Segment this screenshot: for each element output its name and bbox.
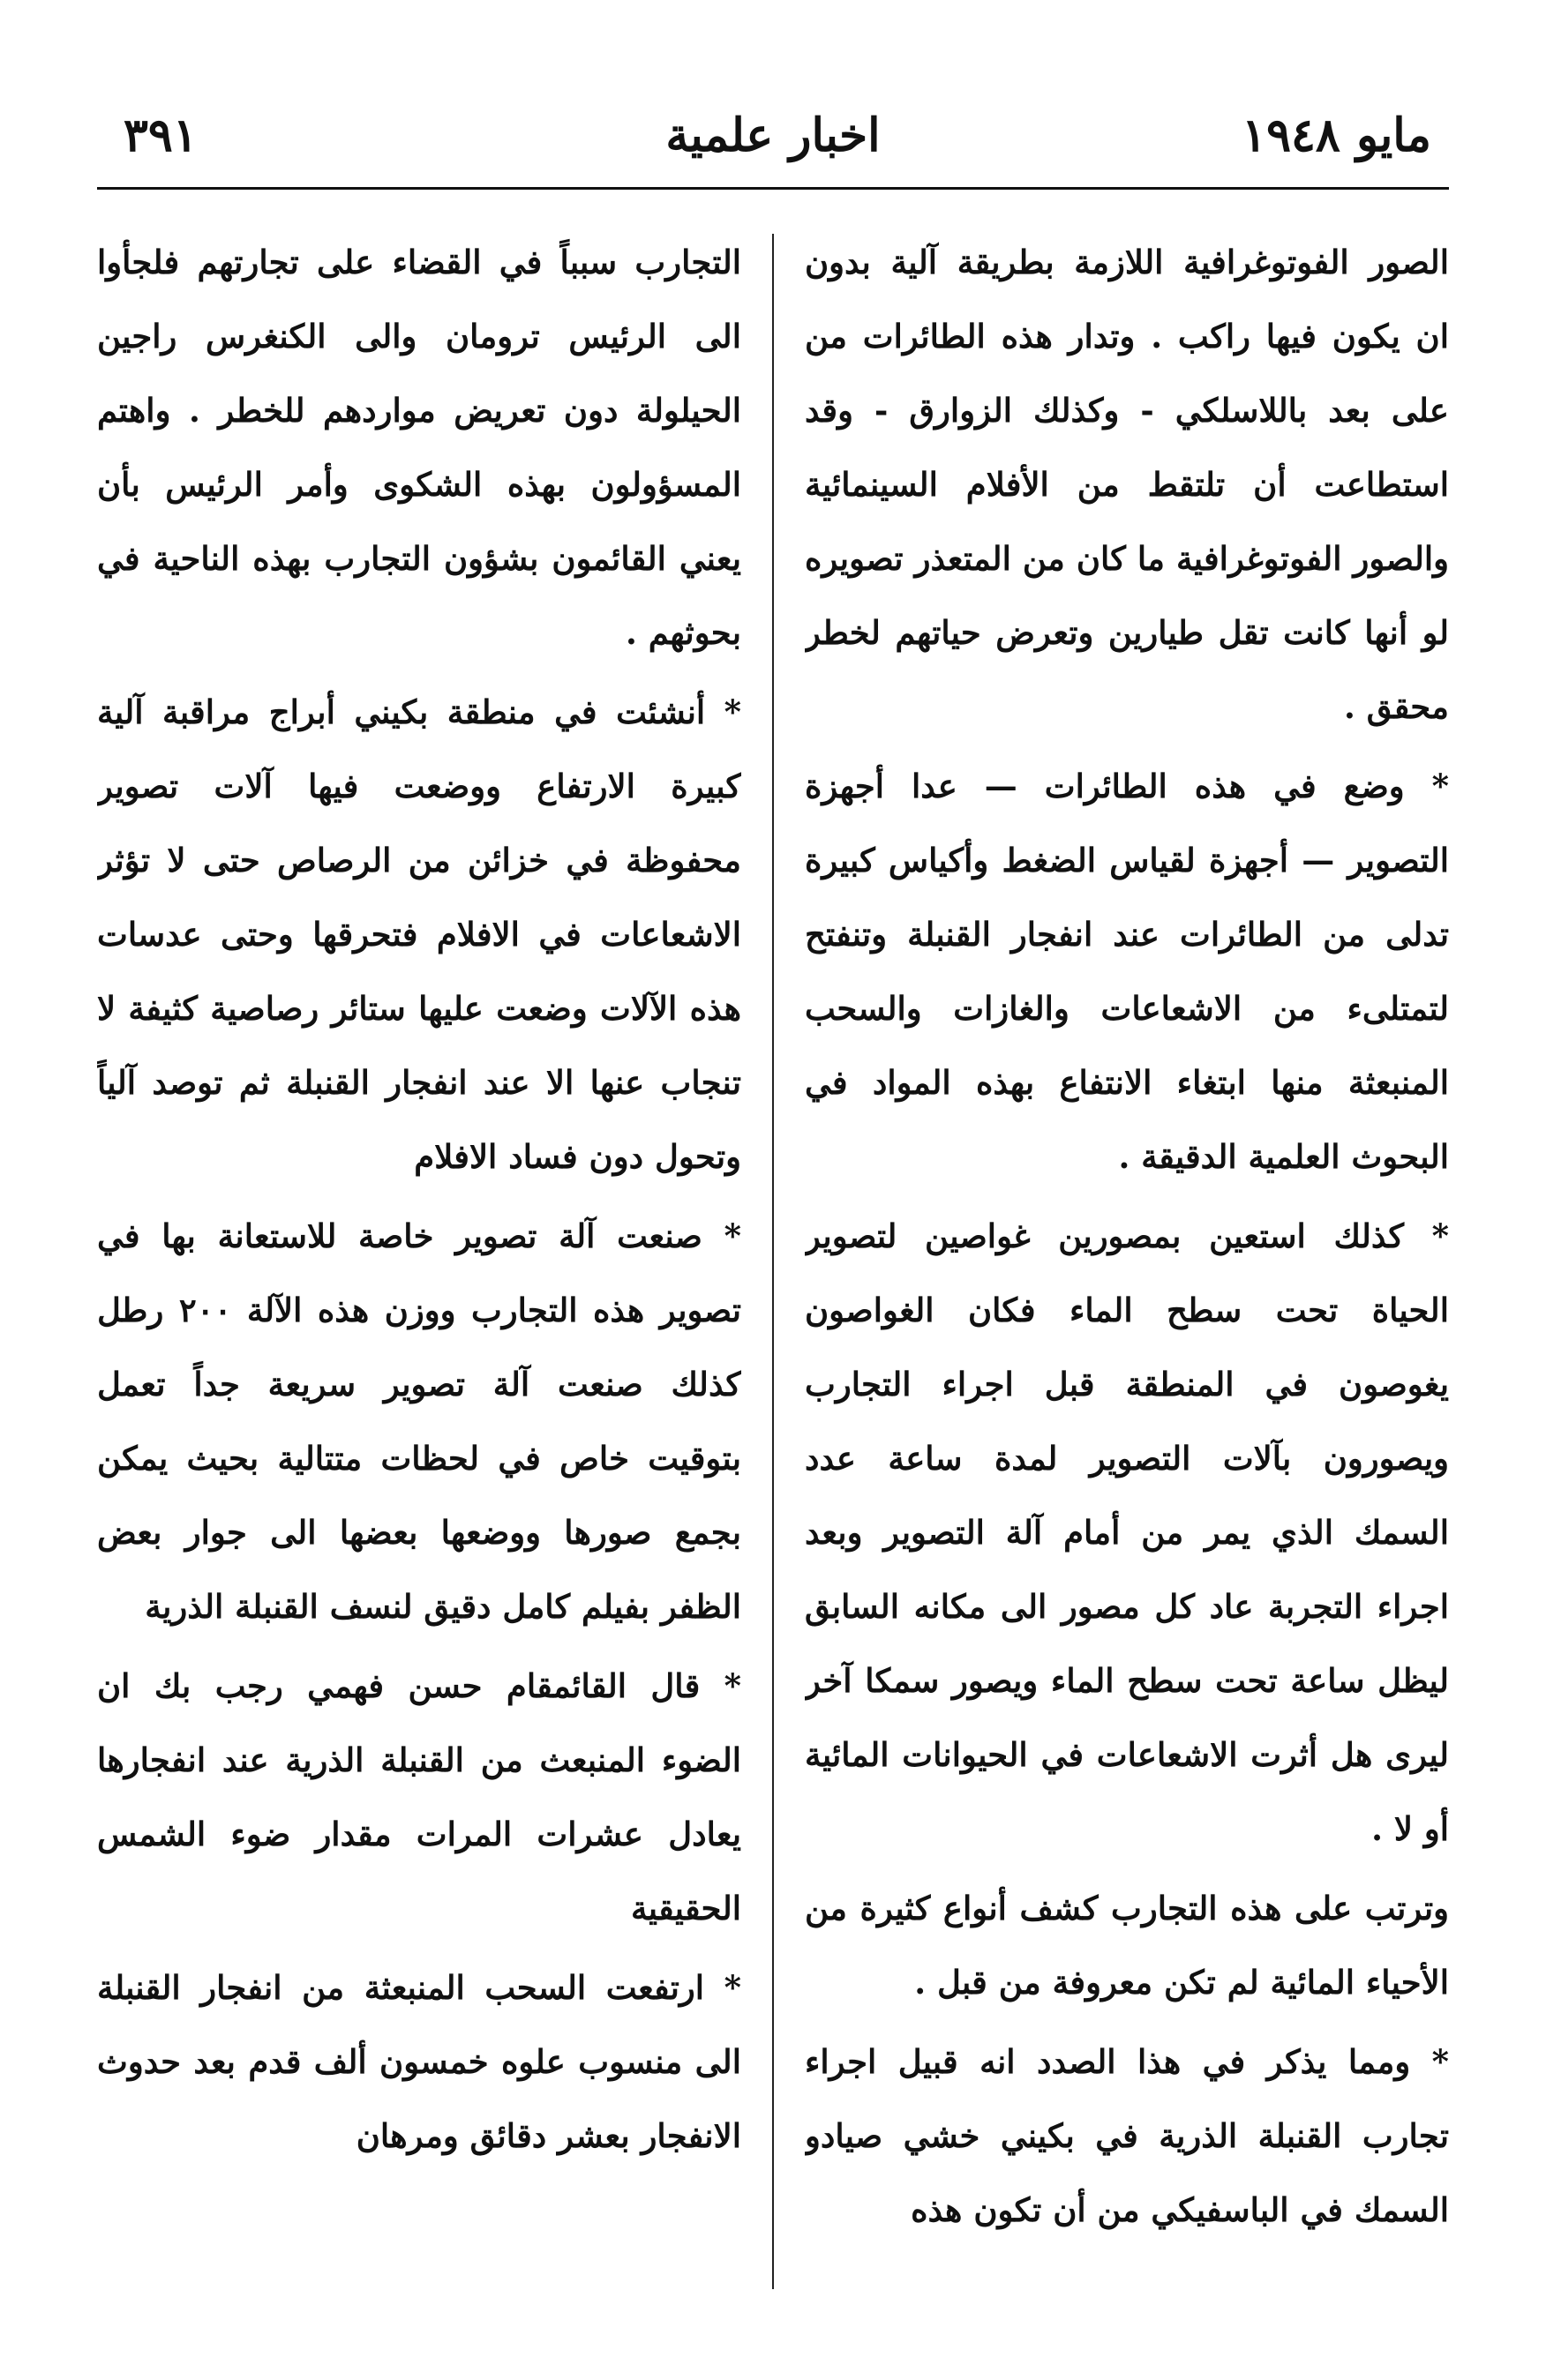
paragraph: وترتب على هذه التجارب كشف أنواع كثيرة من الأحياء المائية لم تكن معروفة من قبل . <box>805 1889 1449 2002</box>
header-rule <box>97 187 1449 190</box>
column-divider <box>772 234 774 2289</box>
page-number: ٣٩١ <box>124 109 198 162</box>
paragraph: * صنعت آلة تصوير خاصة للاستعانة بها في تصوير هذه التجارب ووزن هذه الآلة ٢٠٠ رطل كذلك صنعت آلة تصوير سريعة جداً تعمل بتوقيت خاص في لحظات متتالية بحيث يمكن بجمع صورها ووضعها بعضها الى جوار بعض الظفر بفيلم كامل دقيق لنسف القنبلة الذرية <box>97 1216 741 1626</box>
paragraph: * ارتفعت السحب المنبعثة من انفجار القنبلة الى منسوب علوه خمسون ألف قدم بعد حدوث الانفجار بعشر دقائق ومرهان <box>97 1968 741 2155</box>
paragraph: * ومما يذكر في هذا الصدد انه قبيل اجراء تجارب القنبلة الذرية في بكيني خشي صيادو السمك في الباسفيكي من أن تكون هذه <box>805 2042 1449 2229</box>
paragraph: * أنشئت في منطقة بكيني أبراج مراقبة آلية كبيرة الارتفاع ووضعت فيها آلات تصوير محفوظة في خزائن من الرصاص حتى لا تؤثر الاشعاعات في الافلام فتحرقها وحتى عدسات هذه الآلات وضعت عليها ستائر رصاصية كثيفة لا تنجاب عنها الا عند انفجار القنبلة ثم توصد آلياً وتحول دون فساد الافلام <box>97 692 741 1176</box>
page-header <box>97 84 1449 181</box>
left-column <box>97 225 741 2307</box>
issue-date: مايو ١٩٤٨ <box>1242 109 1431 162</box>
paragraph: * كذلك استعين بمصورين غواصين لتصوير الحياة تحت سطح الماء فكان الغواصون يغوصون في المنطقة قبل اجراء التجارب ويصورون بآلات التصوير لمدة ساعة عدد السمك الذي يمر من أمام آلة التصوير وبعد اجراء التجربة عاد كل مصور الى مكانه السابق ليظل ساعة تحت سطح الماء ويصور سمكا آخر ليرى هل أثرت الاشعاعات في الحيوانات المائية أو لا . <box>805 1216 1449 1848</box>
article-columns <box>97 225 1449 2309</box>
paragraph: * وضع في هذه الطائرات — عدا أجهزة التصوير — أجهزة لقياس الضغط وأكياس كبيرة تدلى من الطائرات عند انفجار القنبلة وتنفتح لتمتلىء من الاشعاعات والغازات والسحب المنبعثة منها ابتغاء الانتفاع بهذه المواد في البحوث العلمية الدقيقة . <box>805 767 1449 1176</box>
right-column <box>805 225 1449 2307</box>
paragraph: التجارب سبباً في القضاء على تجارتهم فلجأوا الى الرئيس ترومان والى الكنغرس راجين الحيلولة دون تعريض مواردهم للخطر . واهتم المسؤولون بهذه الشكوى وأمر الرئيس بأن يعني القائمون بشؤون التجارب بهذه الناحية في بحوثهم . <box>97 243 741 652</box>
section-title: اخبار علمية <box>665 109 881 162</box>
paragraph: * قال القائمقام حسن فهمي رجب بك ان الضوء المنبعث من القنبلة الذرية عند انفجارها يعادل عشرات المرات مقدار ضوء الشمس الحقيقية <box>97 1666 741 1927</box>
paragraph: الصور الفوتوغرافية اللازمة بطريقة آلية بدون ان يكون فيها راكب . وتدار هذه الطائرات من على بعد باللاسلكي - وكذلك الزوارق - وقد استطاعت أن تلتقط من الأفلام السينمائية والصور الفوتوغرافية ما كان من المتعذر تصويره لو أنها كانت تقل طيارين وتعرض حياتهم لخطر محقق . <box>805 243 1449 726</box>
